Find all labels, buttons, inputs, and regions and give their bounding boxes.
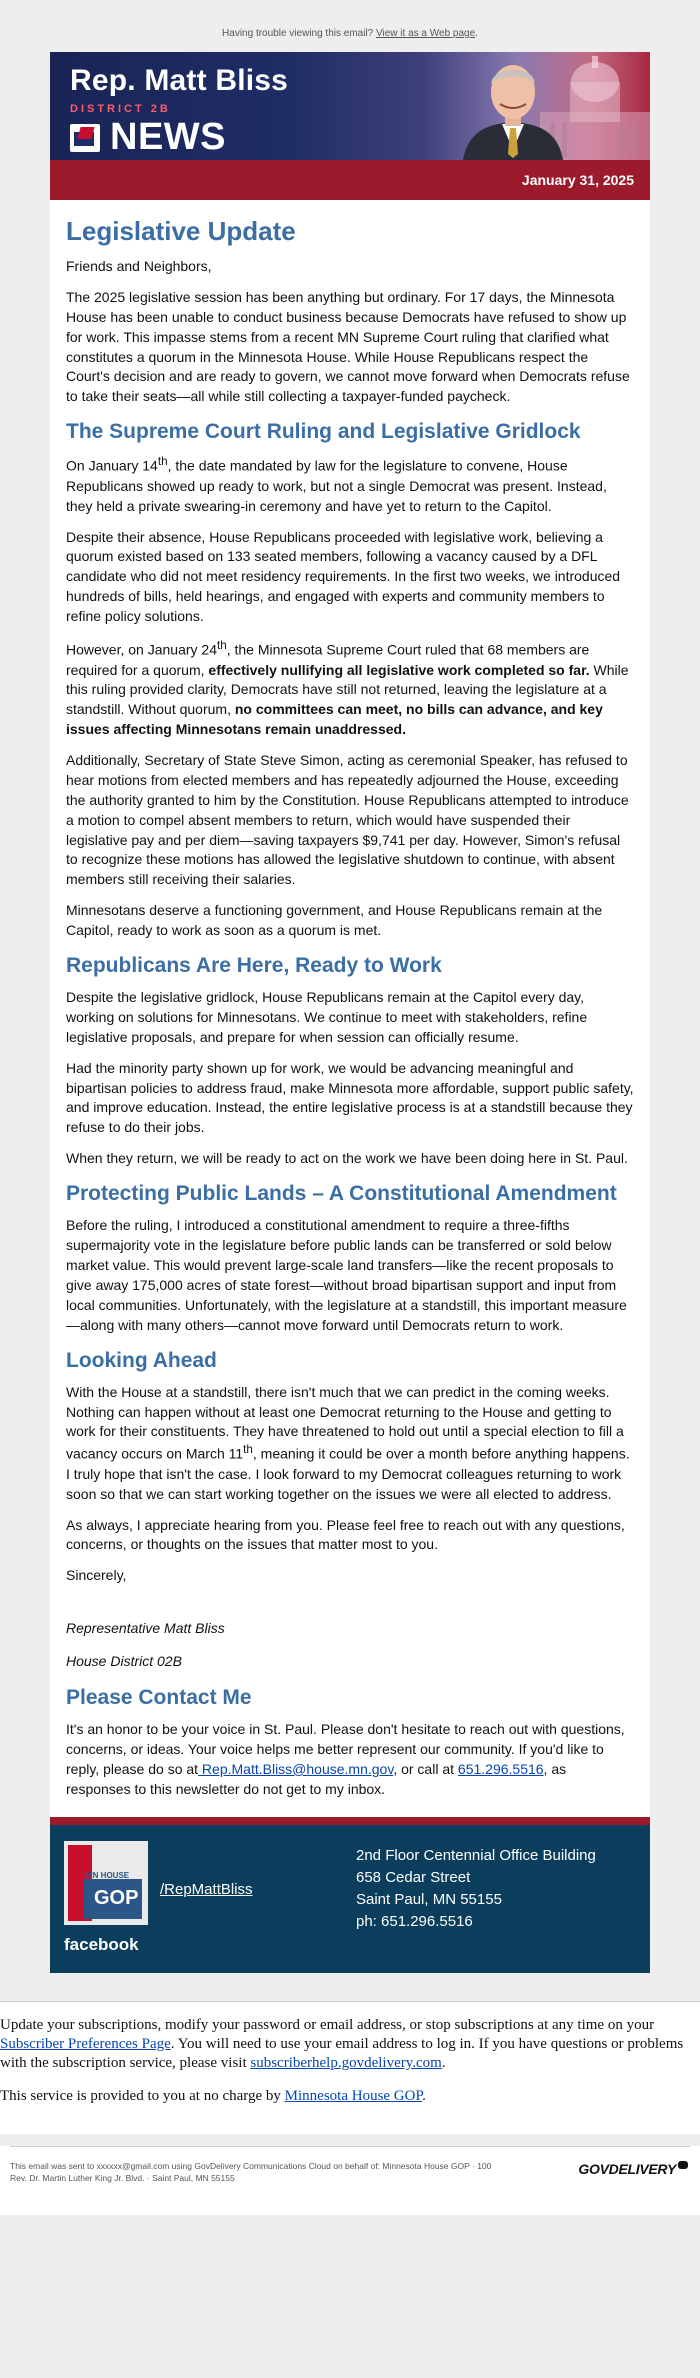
section-heading-looking-ahead: Looking Ahead (66, 1348, 217, 1372)
email-body (50, 52, 650, 1973)
paragraph: Minnesotans deserve a functioning government, and House Republicans remain at the Capitol, ready to work as soon as a quorum is met. (66, 902, 603, 938)
preheader: Having trouble viewing this email? View it as a Web page. (222, 28, 478, 39)
mn-house-gop-logo[interactable]: MN HOUSE GOP (64, 1841, 148, 1925)
paragraph: When they return, we will be ready to act on the work we have been doing here in St. Paul. (66, 1150, 628, 1167)
email-link[interactable]: Rep.Matt.Bliss@house.mn.gov (198, 1760, 394, 1777)
section-heading-contact: Please Contact Me (66, 1685, 252, 1709)
office-address: 2nd Floor Centennial Office Building 658 Cedar Street Saint Paul, MN 55155 ph: 651.296.5516 (356, 1846, 596, 1930)
issue-date: January 31, 2025 (50, 160, 650, 200)
footer-divider (50, 1817, 650, 1825)
paragraph: As always, I appreciate hearing from you. Please feel free to reach out with any questions, concerns, or thoughts on the issues that matter most to you. (66, 1516, 625, 1553)
contact-paragraph: It's an honor to be your voice in St. Paul. Please don't hesitate to reach out with questions, concerns, or ideas. Your voice helps me better represent our community. If you'd like to reply, please do so at Rep.Matt.Bliss@house.mn.gov, or call at 651.296.5516, as responses to this newsletter do not get to my inbox. (66, 1721, 625, 1797)
paragraph: Despite their absence, House Republicans proceeded with legislative work, believing a quorum existed based on 133 seated members, following a vacancy caused by a DFL candidate who did not meet residency requirements. In the first two weeks, we introduced hundreds of bills, held hearings, and engaged with experts and community members to refine policy solutions. (66, 528, 621, 625)
paragraph: However, on January 24th, the Minnesota Supreme Court ruled that 68 members are required for a quorum, effectively nullifying all legislative work completed so far. While this ruling provided clarity, Democrats have still not returned, leaving the legislature at a standstill. Without quorum, no committees can meet, no bills can advance, and key issues affecting Minnesotans remain unaddressed. (66, 638, 629, 738)
newsletter-title: Legislative Update (66, 216, 296, 246)
subscriber-help-link[interactable]: subscriberhelp.govdelivery.com (250, 2055, 442, 2072)
govdelivery-logo[interactable]: GOVDELIVERY (578, 2161, 688, 2177)
view-web-page-link[interactable]: View it as a Web page (376, 28, 476, 39)
paragraph: Before the ruling, I introduced a constitutional amendment to require a three-fifths supermajority vote in the legislature before public lands can be transferred or sold below market value. This would prevent large-scale land transfers—like the recent proposals to give away 175,000 acres of state forest—without broad bipartisan support and input from local communities. Unfortunately, with the legislature at a standstill, this important measure—along with many others—cannot move forward until Democrats return to work. (66, 1217, 627, 1333)
section-heading-public-lands: Protecting Public Lands – A Constitutional Amendment (66, 1182, 617, 1206)
district-label: DISTRICT 2B (70, 103, 171, 115)
phone-link[interactable]: 651.296.5516 (457, 1760, 544, 1777)
signature-district: House District 02B (66, 1653, 182, 1670)
facebook-icon[interactable]: facebook (64, 1934, 139, 1954)
bottom-disclaimer: This email was sent to xxxxxx@gmail.com using GovDelivery Communications Cloud on behalf of: Minnesota House GOP · 100 Rev. Dr. Martin Luther King Jr. Blvd. · Saint Paul, MN 55155 GOVDELIVERY (10, 2146, 690, 2205)
facebook-handle-link[interactable]: /RepMattBliss (160, 1880, 253, 1898)
rep-name: Rep. Matt Bliss (70, 64, 289, 97)
mn-flag-icon (70, 124, 100, 152)
paragraph: With the House at a standstill, there isn't much that we can predict in the coming weeks. Nothing can happen without at least one Democrat returning to the House and getting to work for their constituents. They have threatened to hold out until a special election to fill a vacancy occurs on March 11th, meaning it could be over a month before anything happens. I truly hope that isn't the case. I look forward to my Democrat colleagues returning to work soon so that we can start working together on the issues we were all elected to address. (66, 1383, 630, 1502)
preheader-text: Having trouble viewing this email? (222, 28, 377, 39)
intro-paragraph: The 2025 legislative session has been anything but ordinary. For 17 days, the Minnesota House has been unable to conduct business because Democrats have refused to show up for work. This impasse stems from a recent MN Supreme Court ruling that clarified what constitutes a quorum in the Minnesota House. While House Republicans respect the Court's decision and are ready to govern, we cannot move forward when Democrats refuse to take their seats—all while still collecting a taxpayer-funded paycheck. (66, 288, 630, 405)
subscription-notice: Update your subscriptions, modify your password or email address, or stop subscriptions at any time on your Subscriber Preferences Page. You will need to use your email address to log in. If you have questions or problems with the subscription service, please visit subscriberhelp.govdelivery.com. This service is provided to you at no charge by Minnesota House GOP. (0, 2001, 700, 2135)
mn-house-gop-link[interactable]: Minnesota House GOP (284, 2088, 423, 2105)
greeting: Friends and Neighbors, (66, 258, 212, 274)
newsletter-content (50, 200, 650, 1817)
signature-name: Representative Matt Bliss (66, 1620, 225, 1637)
news-label: NEWS (110, 116, 226, 158)
footer-contact-bar (50, 1825, 650, 1973)
header-banner (50, 52, 650, 160)
signature-block (66, 1566, 634, 1672)
subscriber-preferences-link[interactable]: Subscriber Preferences Page (0, 2035, 171, 2052)
section-heading-supreme-court: The Supreme Court Ruling and Legislative Gridlock (66, 420, 581, 444)
paragraph: Had the minority party shown up for work, we would be advancing meaningful and bipartisan policies to address fraud, make Minnesota more affordable, support public safety, and improve education. Instead, the entire legislative process is at a standstill because they refuse to do their jobs. (66, 1059, 634, 1136)
paragraph: On January 14th, the date mandated by law for the legislature to convene, House Republicans showed up ready to work, but not a single Democrat was present. Instead, they held a private swearing-in ceremony and have yet to return to the Capitol. (66, 455, 607, 514)
paragraph: Despite the legislative gridlock, House Republicans remain at the Capitol every day, working on solutions for Minnesotans. We continue to meet with stakeholders, refine legislative proposals, and prepare for when session can officially resume. (66, 989, 588, 1045)
paragraph: Additionally, Secretary of State Steve Simon, acting as ceremonial Speaker, has refused to hear motions from elected members and has repeatedly adjourned the House, exceeding the authority granted to him by the Constitution. House Republicans attempted to introduce a motion to compel absent members to return, which would have suspended their legislative pay and per diem—saving taxpayers $9,741 per day. However, Simon's refusal to recognize these motions has allowed the legislative shutdown to continue, with absent members still receiving their salaries. (66, 752, 629, 888)
closing: Sincerely, (66, 1567, 127, 1584)
section-heading-ready-to-work: Republicans Are Here, Ready to Work (66, 953, 442, 977)
representative-portrait (458, 54, 568, 160)
